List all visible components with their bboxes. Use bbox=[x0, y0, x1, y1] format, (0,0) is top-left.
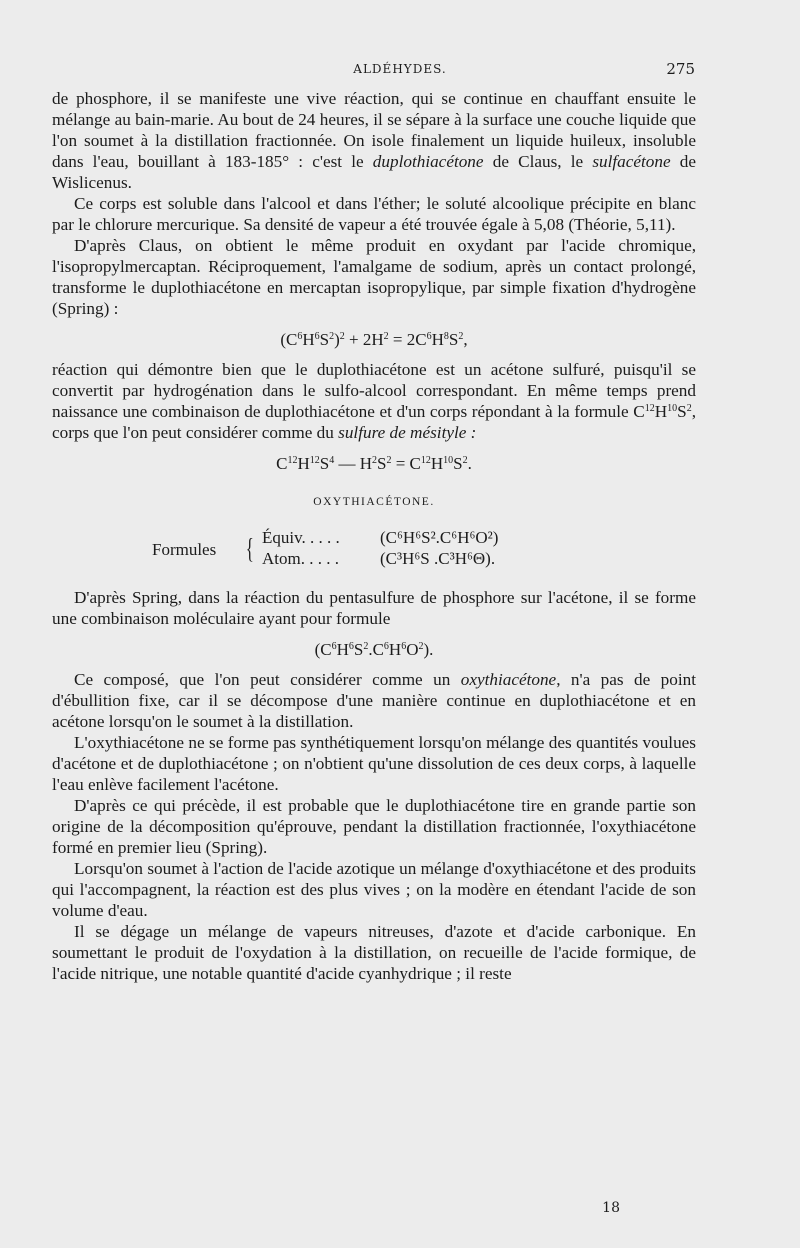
paragraph-10: Il se dégage un mélange de vapeurs nitreuses, d'azote et d'acide carbonique. En soumettant le produit de l'oxydation à la distillation, on recueille de l'acide formique, de l'acide nitrique, une notable quantité d'acide cyanhydrique ; il reste bbox=[52, 922, 696, 983]
section-heading-oxythiacetone: OXYTHIACÉTONE. bbox=[313, 496, 435, 508]
book-page: ALDÉHYDES. 275 de phosphore, il se manifeste une vive réaction, qui se continue en chauffant ensuite le mélange au bain-marie. Au bout de 24 heures, il se sépare à la surface une couche liquide que l'on soumet à la distillation fractionnée. On isole finalement un liquide huileux, insoluble dans l'eau, bouillant à 183-185° : c'est le duplothiacétone de Claus, le sulfacétone de Wislicenus. Ce corps est soluble dans l'alcool et dans l'éther; le soluté alcoolique précipite en blanc par le chlorure mercurique. Sa densité de vapeur a été trouvée égale à 5,08 (Théorie, 5,11). D'après Claus, on obtient le même produit en oxydant par l'acide chromique, l'isopropylmercaptan. Réciproquement, l'amalgame de sodium, après un contact prolongé, transforme le duplothiacétone en mercaptan isopropylique, par simple fixation d'hydrogène (Spring) : $(C^6H^6S^2)^2 + 2H^2 = 2C^6H^8S^2$, réaction qui démontre bien que le duplothiacétone est un acétone sulfuré, puisqu'il se convertit par hydrogénation dans le sulfo-alcool correspondant. En même temps prend naissance une combinaison de duplothiacétone et d'un corps répondant à la formule $C^{12}H^{10}S^2$, corps que l'on peut considérer comme du sulfure de mésityle : $C^{12}H^{12}S^4$ — $H^2S^2 = C^{12}H^{10}S^2$. OXYTHIACÉTONE. Formules { Équiv. . . . . (C⁶H⁶S².C⁶H⁶O²) Atom. . . . . (C³H⁶S .C³H⁶Θ). D'après Spring, dans la réaction du pentasulfure de phosphore sur l'acétone, il se forme une combinaison moléculaire ayant pour formule $(C^6H^6S^2.C^6H^6O^2)$. Ce composé, que l'on peut considérer comme un oxythiacétone, n'a pas de point d'ébullition fixe, car il se décompose d'une manière continue en duplothiacétone et en acétone lorsqu'on le soumet à la distillation. L'oxythiacétone ne se forme pas synthétiquement lorsqu'on mélange des quantités voulues d'acétone et de duplothiacétone ; on n'obtient qu'une dissolution de ces deux corps, à laquelle l'eau enlève facilement l'acétone. D'après ce qui précède, il est probable que le duplothiacétone tire en grande partie son origine de la décomposition qu'éprouve, pendant la distillation fractionnée, l'oxythiacétone formé en premier lieu (Spring). Lorsqu'on soumet à l'action de l'acide azotique un mélange d'oxythiacétone et des produits qui l'accompagnent, la réaction est des plus vives ; on la modère en étendant l'acide de son volume d'eau. Il se dégage un mélange de vapeurs nitreuses, d'azote et d'acide carbonique. En soumettant le produit de l'oxydation à la distillation, on recueille de l'acide formique, de l'acide nitrique, une notable quantité d'acide cyanhydrique ; il reste 18 bbox=[0, 0, 800, 1248]
formulas-block bbox=[52, 527, 696, 573]
brace-icon: { bbox=[245, 534, 254, 565]
formulas-label: Formules bbox=[152, 540, 217, 559]
paragraph-6: Ce composé, que l'on peut considérer comme un oxythiacétone, n'a pas de point d'ébullition fixe, car il se décompose d'une manière continue en duplothiacétone et en acétone lorsqu'on le soumet à la distillation. bbox=[52, 670, 696, 731]
paragraph-8: D'après ce qui précède, il est probable que le duplothiacétone tire en grande partie son origine de la décomposition qu'éprouve, pendant la distillation fractionnée, l'oxythiacétone formé en premier lieu (Spring). bbox=[52, 796, 696, 857]
running-head bbox=[0, 58, 800, 82]
term-oxythiacetone: oxythiacétone bbox=[460, 670, 557, 689]
body-text bbox=[52, 88, 696, 984]
equation-molecular: $(C^6H^6S^2.C^6H^6O^2)$. bbox=[314, 640, 434, 659]
paragraph-7: L'oxythiacétone ne se forme pas synthétiquement lorsqu'on mélange des quantités voulues d'acétone et de duplothiacétone ; on n'obtient qu'une dissolution de ces deux corps, à laquelle l'eau enlève facilement l'acétone. bbox=[52, 733, 696, 794]
paragraph-5: D'après Spring, dans la réaction du pentasulfure de phosphore sur l'acétone, il se forme une combinaison moléculaire ayant pour formule bbox=[52, 588, 696, 628]
equation-hydrogenation: $(C^6H^6S^2)^2 + 2H^2 = 2C^6H^8S^2$, bbox=[280, 330, 468, 349]
term-duplothiacetone: duplothiacétone bbox=[372, 152, 484, 171]
running-title: ALDÉHYDES. bbox=[353, 62, 447, 76]
formula-row-equiv: Équiv. . . . . (C⁶H⁶S².C⁶H⁶O²) bbox=[262, 528, 499, 547]
term-sulfure-de-mesityle: sulfure de mésityle : bbox=[338, 423, 477, 442]
paragraph-4: réaction qui démontre bien que le duplothiacétone est un acétone sulfuré, puisqu'il se convertit par hydrogénation dans le sulfo-alcool correspondant. En même temps prend naissance une combinaison de duplothiacétone et d'un corps répondant à la formule $C^{12}H^{10}S^2$, corps que l'on peut considérer comme du sulfure de mésityle : bbox=[52, 360, 696, 442]
paragraph-1: de phosphore, il se manifeste une vive réaction, qui se continue en chauffant ensuite le mélange au bain-marie. Au bout de 24 heures, il se sépare à la surface une couche liquide que l'on soumet à la distillation fractionnée. On isole finalement un liquide huileux, insoluble dans l'eau, bouillant à 183-185° : c'est le duplothiacétone de Claus, le sulfacétone de Wislicenus. bbox=[52, 89, 696, 192]
formula-row-atom: Atom. . . . . (C³H⁶S .C³H⁶Θ). bbox=[262, 549, 496, 568]
paragraph-3: D'après Claus, on obtient le même produit en oxydant par l'acide chromique, l'isopropylmercaptan. Réciproquement, l'amalgame de sodium, après un contact prolongé, transforme le duplothiacétone en mercaptan isopropylique, par simple fixation d'hydrogène (Spring) : bbox=[52, 236, 696, 318]
term-sulfacetone: sulfacétone bbox=[592, 152, 671, 171]
paragraph-9: Lorsqu'on soumet à l'action de l'acide azotique un mélange d'oxythiacétone et des produits qui l'accompagnent, la réaction est des plus vives ; on la modère en étendant l'acide de son volume d'eau. bbox=[52, 859, 696, 920]
page-number: 275 bbox=[666, 60, 695, 78]
equation-mesityle: $C^{12}H^{12}S^4$ — $H^2S^2 = C^{12}H^{10}S^2$. bbox=[276, 454, 472, 473]
paragraph-2: Ce corps est soluble dans l'alcool et dans l'éther; le soluté alcoolique précipite en blanc par le chlorure mercurique. Sa densité de vapeur a été trouvée égale à 5,08 (Théorie, 5,11). bbox=[52, 194, 696, 234]
